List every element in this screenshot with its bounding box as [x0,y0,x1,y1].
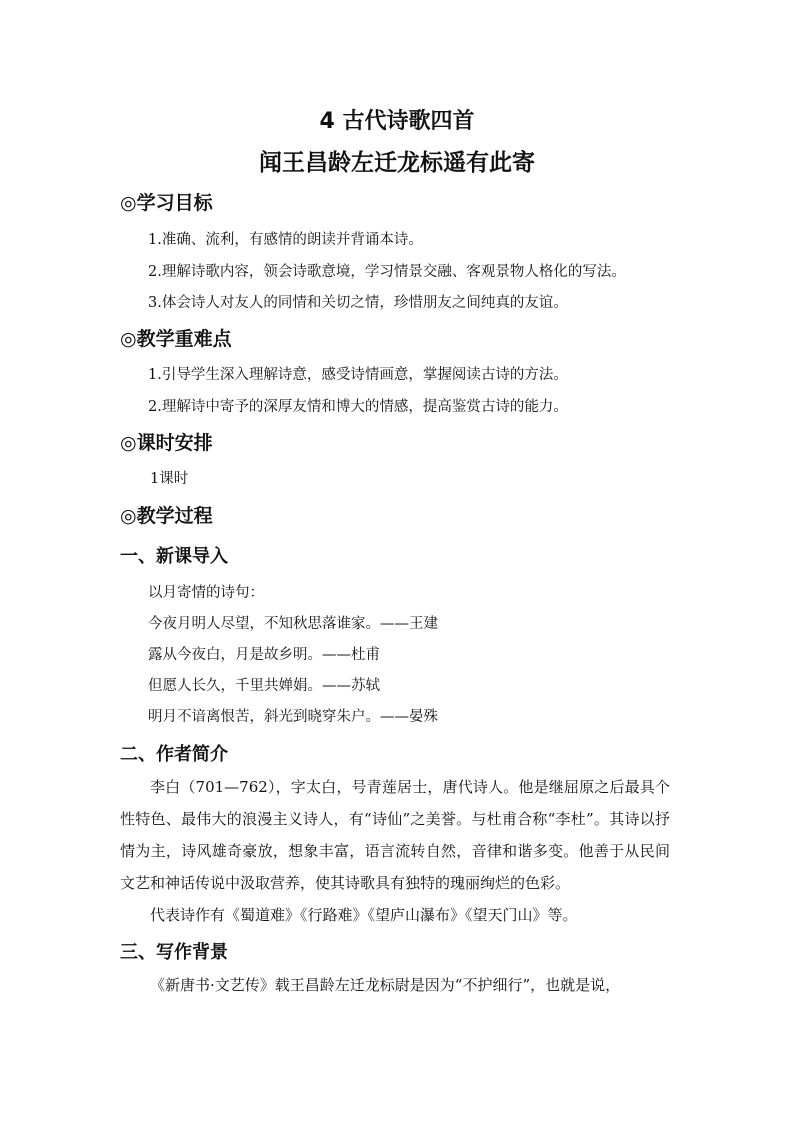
process-heading: ◎教学过程 [120,505,213,527]
intro-heading: 一、新课导入 [120,546,228,567]
author-works: 代表诗作有《蜀道难》《行路难》《望庐山瀑布》《望天门山》等。 [150,906,578,924]
intro-line-5: 明月不谙离恨苦，斜光到晓穿朱户。——晏殊 [148,709,438,725]
background-heading: 三、写作背景 [120,942,228,963]
goal-item-2: 2.理解诗歌内容，领会诗歌意境，学习情景交融、客观景物人格化的写法。 [148,264,626,280]
poem-title: 闻王昌龄左迁龙标遥有此寄 [259,150,535,176]
lesson-title: 4 古代诗歌四首 [319,109,475,134]
intro-line-4: 但愿人长久，千里共婵娟。——苏轼 [148,678,380,694]
intro-line-3: 露从今夜白，月是故乡明。——杜甫 [148,647,380,663]
goal-item-1: 1.准确、流利，有感情的朗读并背诵本诗。 [148,232,423,248]
intro-line-2: 今夜月明人尽望，不知秋思落谁家。——王建 [148,616,438,632]
keypoint-item-1: 1.引导学生深入理解诗意，感受诗情画意，掌握阅读古诗的方法。 [148,367,568,383]
author-paragraph: 李白（701—762），字太白，号青莲居士，唐代诗人。他是继屈原之后最具个性特色、最伟大的浪漫主义诗人，有“诗仙”之美誉。与杜甫合称“李杜”。其诗以抒情为主，诗风雄奇豪放，想象丰富，语言流转自然，音律和谐多变。他善于从民间文艺和神话传说中汲取营养，使其诗歌具有独特的瑰丽绚烂的色彩。 [120,778,670,892]
keypoints-heading: ◎教学重难点 [120,328,232,350]
background-paragraph: 《新唐书·文艺传》载王昌龄左迁龙标尉是因为“不护细行”，也就是说， [150,976,621,994]
intro-line-1: 以月寄情的诗句： [148,585,264,601]
goals-heading: ◎学习目标 [120,192,213,214]
schedule-value: 1课时 [150,471,189,487]
keypoint-item-2: 2.理解诗中寄予的深厚友情和博大的情感，提高鉴赏古诗的能力。 [148,399,568,415]
author-heading: 二、作者简介 [120,744,228,765]
schedule-heading: ◎课时安排 [120,432,213,454]
goal-item-3: 3.体会诗人对友人的同情和关切之情，珍惜朋友之间纯真的友谊。 [148,295,568,311]
